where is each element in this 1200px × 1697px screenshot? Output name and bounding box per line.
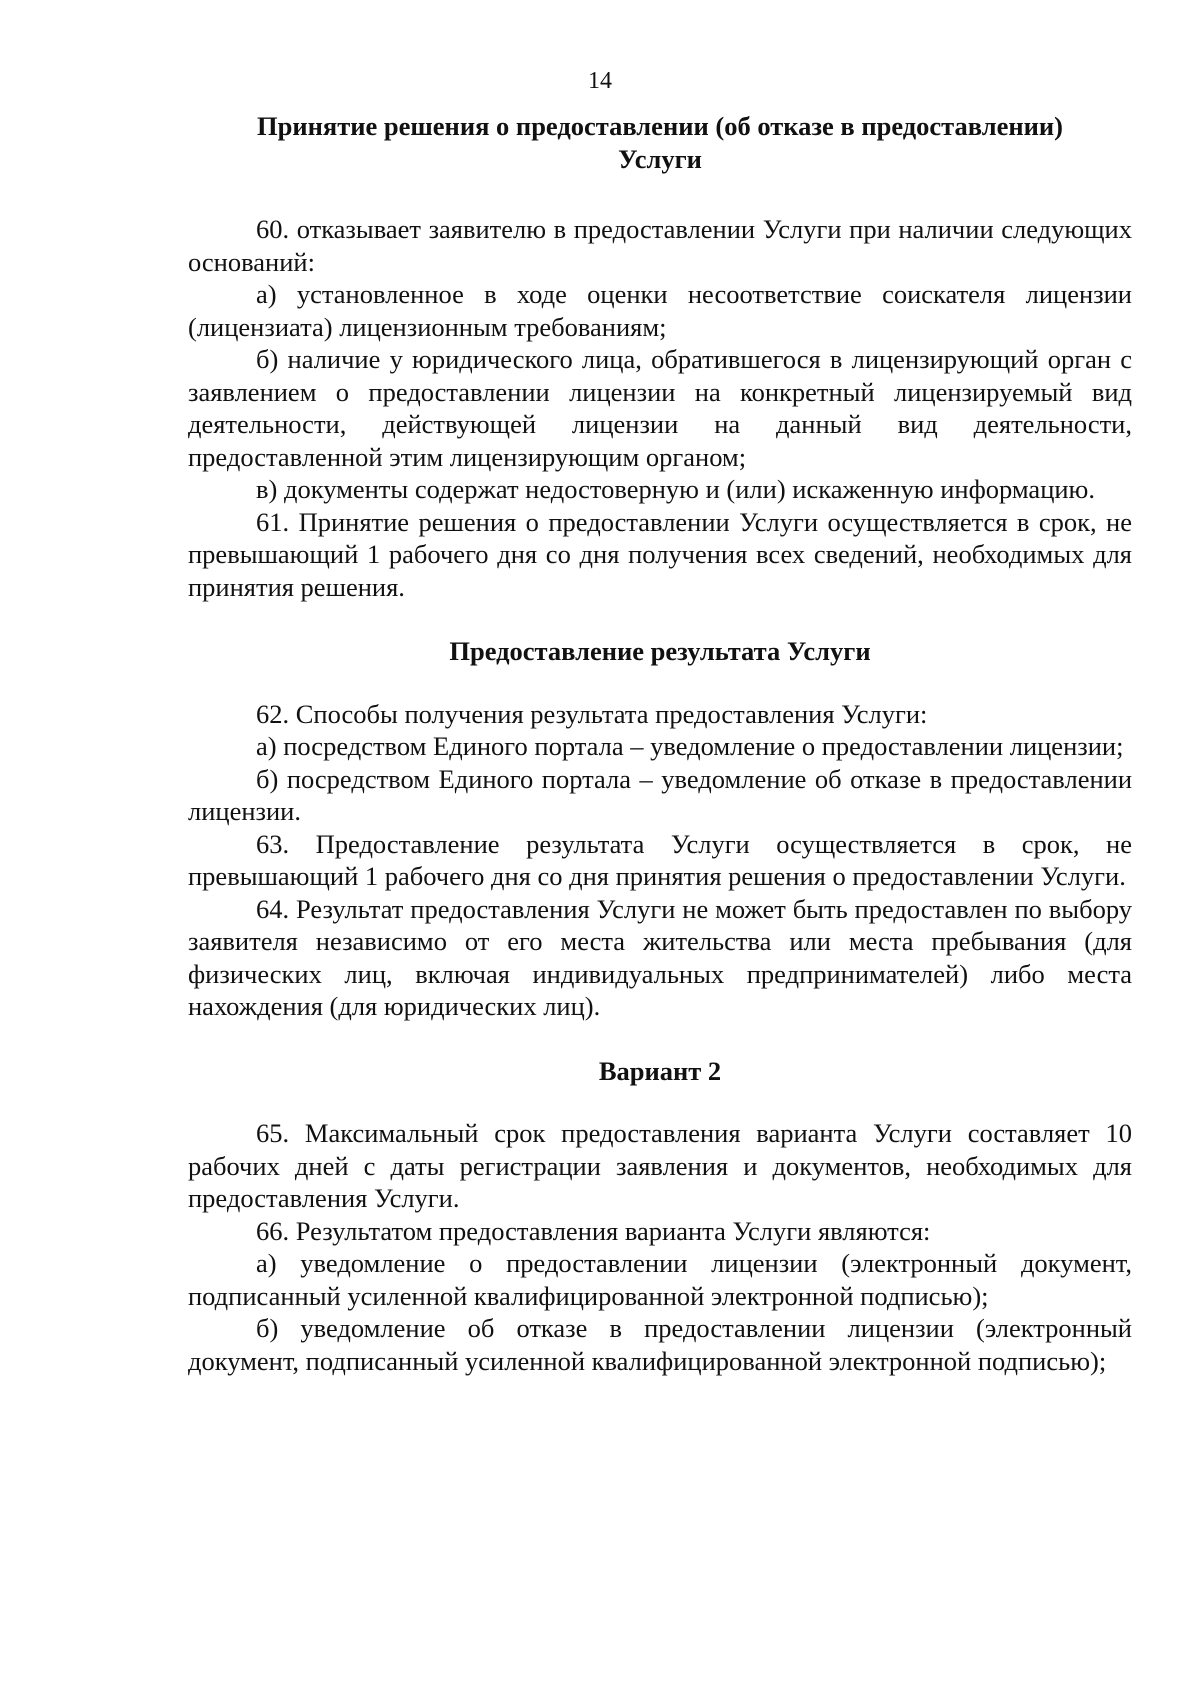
paragraph-60-a: а) установленное в ходе оценки несоответствие соискателя лицензии (лицензиата) лицензионным требованиям; [188, 279, 1132, 342]
section-heading-variant-2: Вариант 2 [598, 1055, 722, 1086]
paragraph-66: 66. Результатом предоставления варианта Услуги являются: [256, 1215, 931, 1246]
section-heading-decision [188, 110, 1132, 175]
paragraph-63: 63. Предоставление результата Услуги осуществляется в срок, не превышающий 1 рабочего дня со дня принятия решения о предоставлении Услуги. [188, 828, 1132, 891]
section-heading-result: Предоставление результата Услуги [449, 636, 871, 666]
spacer [188, 1087, 1132, 1117]
spacer [188, 1023, 1132, 1055]
page-number: 14 [588, 68, 612, 94]
spacer [188, 668, 1132, 698]
paragraph-65: 65. Максимальный срок предоставления варианта Услуги составляет 10 рабочих дней с даты регистрации заявления и документов, необходимых для предоставления Услуги. [188, 1118, 1132, 1213]
paragraph-64: 64. Результат предоставления Услуги не может быть предоставлен по выбору заявителя независимо от его места жительства или места пребывания (для физических лиц, включая индивидуальных предпринимателей) либо места нахождения (для юридических лиц). [188, 893, 1132, 1021]
document-body [188, 110, 1132, 1377]
paragraph-66-b: б) уведомление об отказе в предоставлении лицензии (электронный документ, подписанный усиленной квалифицированной электронной подписью); [188, 1313, 1132, 1376]
spacer [188, 603, 1132, 635]
spacer [188, 175, 1132, 213]
paragraph-60-b: б) наличие у юридического лица, обратившегося в лицензирующий орган с заявлением о предоставлении лицензии на конкретный лицензируемый вид деятельности, действующей лицензии на данный вид деятельности, предоставленной этим лицензирующим органом; [188, 344, 1132, 472]
paragraph-61: 61. Принятие решения о предоставлении Услуги осуществляется в срок, не превышающий 1 рабочего дня со дня получения всех сведений, необходимых для принятия решения. [188, 506, 1132, 602]
paragraph-66-a: а) уведомление о предоставлении лицензии (электронный документ, подписанный усиленной квалифицированной электронной подписью); [188, 1248, 1132, 1311]
paragraph-60-v: в) документы содержат недостоверную и (или) искаженную информацию. [256, 474, 1095, 504]
paragraph-62-a: а) посредством Единого портала – уведомление о предоставлении лицензии; [256, 731, 1124, 761]
paragraph-62: 62. Способы получения результата предоставления Услуги: [256, 698, 928, 729]
section-heading-decision-line1: Принятие решения о предоставлении (об отказе в предоставлении) [257, 111, 1063, 141]
paragraph-62-b: б) посредством Единого портала – уведомление об отказе в предоставлении лицензии. [188, 763, 1132, 826]
section-heading-decision-line2: Услуги [618, 143, 702, 174]
paragraph-60: 60. отказывает заявителю в предоставлении Услуги при наличии следующих оснований: [188, 214, 1132, 277]
